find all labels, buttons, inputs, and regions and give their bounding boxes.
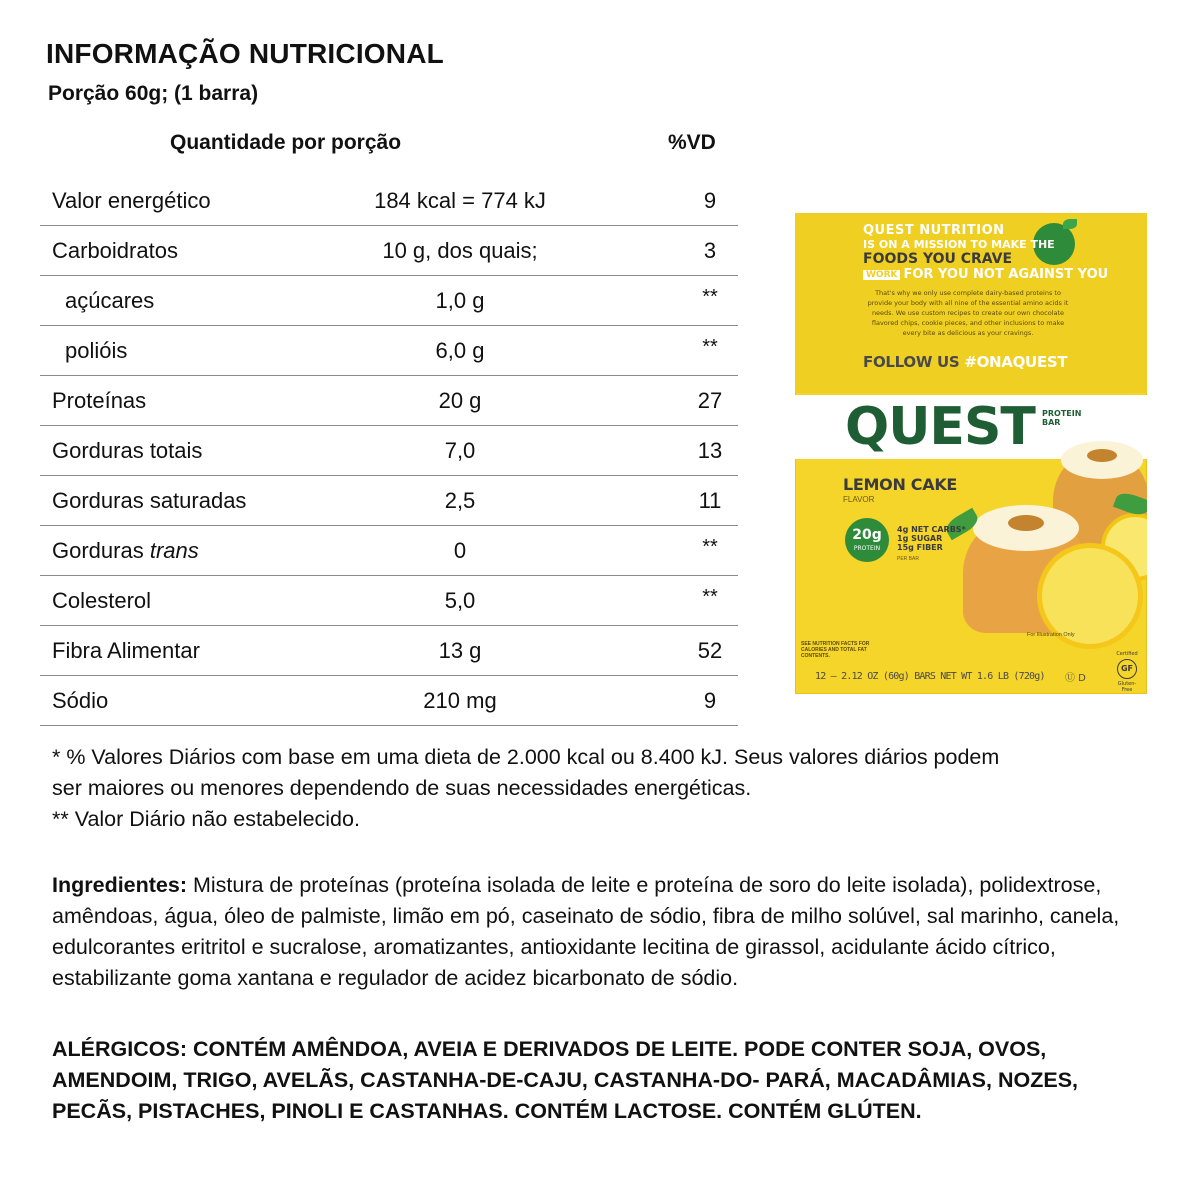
table-row (40, 676, 738, 726)
ingredients-paragraph (52, 870, 1162, 994)
protein-badge (845, 518, 889, 562)
table-row (40, 476, 738, 526)
nutrient-dv: 3 (703, 238, 717, 263)
mission-line-1: QUEST NUTRITION (863, 223, 1005, 238)
see-nutrition-note: SEE NUTRITION FACTS FOR CALORIES AND TOTAL FAT CONTENTS. (801, 641, 870, 659)
column-header-quantity: Quantidade por porção (170, 131, 402, 154)
table-row (40, 426, 738, 476)
gluten-free-badge (1113, 651, 1141, 693)
nutrient-name: açúcares (65, 288, 155, 313)
follow-us (863, 353, 1067, 371)
nutrient-name: Gorduras saturadas (52, 488, 247, 513)
flavor-label: FLAVOR (843, 495, 875, 504)
table-row (40, 376, 738, 426)
macro-claim-sugar: 1g SUGAR (897, 534, 943, 543)
table-row (40, 576, 738, 626)
kosher-mark: Ⓤ D (1065, 673, 1086, 684)
nutrient-amount: 1,0 g (435, 288, 485, 313)
box-mission-text (863, 223, 1133, 338)
nutrient-name (52, 526, 199, 575)
gf-top-text: Certified (1116, 651, 1138, 657)
nutrient-amount: 2,5 (444, 488, 476, 513)
nutrient-dv: ** (702, 586, 718, 608)
nutrient-dv: 11 (698, 488, 722, 513)
nutrient-name: Sódio (52, 688, 109, 713)
table-row (40, 326, 738, 376)
nutrient-name: Carboidratos (52, 238, 178, 263)
column-header-dv: %VD (668, 131, 716, 154)
nutrient-amount: 184 kcal = 774 kJ (374, 188, 546, 213)
table-row (40, 276, 738, 326)
footnote-line-3: ** Valor Diário não estabelecido. (52, 807, 360, 831)
mission-line-2: IS ON A MISSION TO MAKE THE (863, 238, 1055, 251)
quest-logo: QUEST (845, 397, 1035, 457)
mission-line-3: FOODS YOU CRAVE (863, 251, 1013, 267)
protein-bar-line-1: PROTEIN (1042, 409, 1082, 418)
nutrient-dv: ** (702, 336, 718, 358)
footnote-line-2: ser maiores ou menores dependendo de suas necessidades energéticas. (52, 776, 752, 800)
footnotes (52, 742, 1172, 835)
gf-bottom-text: Gluten-Free (1117, 681, 1137, 693)
protein-badge-label: PROTEIN (853, 545, 881, 552)
work-tag: WORK (863, 270, 900, 280)
nutrient-dv: 9 (703, 188, 717, 213)
nutrient-amount: 7,0 (444, 438, 476, 463)
nutrient-name: polióis (65, 338, 128, 363)
nutrient-dv: 9 (703, 688, 717, 713)
net-weight: 12 — 2.12 OZ (60g) BARS NET WT 1.6 LB (720g) (815, 671, 1045, 682)
nutrient-name-prefix: Gorduras (52, 538, 150, 563)
protein-bar-label (1042, 409, 1081, 427)
protein-badge-value: 20g (852, 527, 882, 543)
illustration-note: For Illustration Only (1027, 632, 1075, 638)
nutrient-amount: 20 g (438, 388, 482, 413)
macro-claims (897, 525, 966, 552)
allergens-paragraph: ALÉRGICOS: CONTÉM AMÊNDOA, AVEIA E DERIVADOS DE LEITE. PODE CONTER SOJA, OVOS, AMENDOIM, TRIGO, AVELÃS, CASTANHA-DE-CAJU, CASTANHA-DO- PARÁ, MACADÂMIAS, NOZES, PECÃS, PISTACHES, PINOLI E CASTANHAS. CONTÉM LACTOSE. CONTÉM GLÚTEN. (52, 1037, 1079, 1123)
follow-label: FOLLOW US (863, 353, 960, 371)
gf-mark: GF (1117, 659, 1137, 679)
mission-line-4-text: FOR YOU NOT AGAINST YOU (903, 267, 1109, 282)
nutrient-name-italic: trans (149, 538, 199, 563)
nutrient-name: Gorduras totais (52, 438, 203, 463)
mission-line-4 (863, 267, 1133, 282)
table-row (40, 526, 738, 576)
protein-bar-line-2: BAR (1042, 418, 1061, 427)
table-row (40, 626, 738, 676)
nutrient-amount: 13 g (438, 638, 482, 663)
nutrient-name: Proteínas (52, 388, 147, 413)
macro-claim-carbs: 4g NET CARBS* (897, 525, 966, 534)
nutrient-name: Fibra Alimentar (52, 638, 200, 663)
nutrient-dv: 13 (697, 438, 723, 463)
ingredients-text: Mistura de proteínas (proteína isolada de leite e proteína de soro do leite isolada), polidextrose, amêndoas, água, óleo de palmiste, limão em pó, caseinato de sódio, fibra de milho solúvel, sal marinho, canela, edulcorantes eritritol e sucralose, aromatizantes, antioxidante lecitina de girassol, acidulante ácido cítrico, estabilizante goma xantana e regulador de acidez bicarbonato de sódio. (52, 873, 1120, 990)
macro-claim-fiber: 15g FIBER (897, 543, 943, 552)
nutrient-dv: ** (702, 286, 718, 308)
nutrient-amount: 6,0 g (435, 338, 485, 363)
nutrition-table (40, 176, 738, 726)
table-row (40, 226, 738, 276)
mission-small-text: That's why we only use complete dairy-based proteins to provide your body with all nine of the essential amino acids it needs. We use custom recipes to create our own chocolate flavored chips, cookie pieces, and other inclusions to make every bite as delicious as your cravings. (867, 289, 1069, 337)
nutrient-amount: 10 g, dos quais; (382, 238, 538, 263)
product-box-image (795, 213, 1147, 694)
serving-size: Porção 60g; (1 barra) (48, 82, 259, 105)
per-bar-label: PER BAR (897, 556, 919, 562)
flavor-name: LEMON CAKE (843, 475, 958, 494)
nutrient-amount: 5,0 (444, 588, 476, 613)
nutrient-name: Colesterol (52, 588, 152, 613)
cake-hole-illustration (1008, 515, 1044, 531)
nutrient-dv: 27 (697, 388, 723, 413)
footnote-line-1: * % Valores Diários com base em uma dieta de 2.000 kcal ou 8.400 kJ. Seus valores diários podem (52, 745, 1000, 769)
table-row (40, 176, 738, 226)
hashtag: #ONAQUEST (964, 353, 1068, 371)
ingredients-label: Ingredientes: (52, 873, 187, 897)
nutrient-dv: 52 (697, 638, 723, 663)
nutrient-name: Valor energético (52, 188, 211, 213)
page-title: INFORMAÇÃO NUTRICIONAL (46, 38, 444, 69)
nutrient-amount: 0 (453, 538, 467, 563)
nutrient-dv: ** (702, 536, 718, 558)
cake-hole-illustration (1087, 449, 1117, 462)
nutrient-amount: 210 mg (423, 688, 497, 713)
